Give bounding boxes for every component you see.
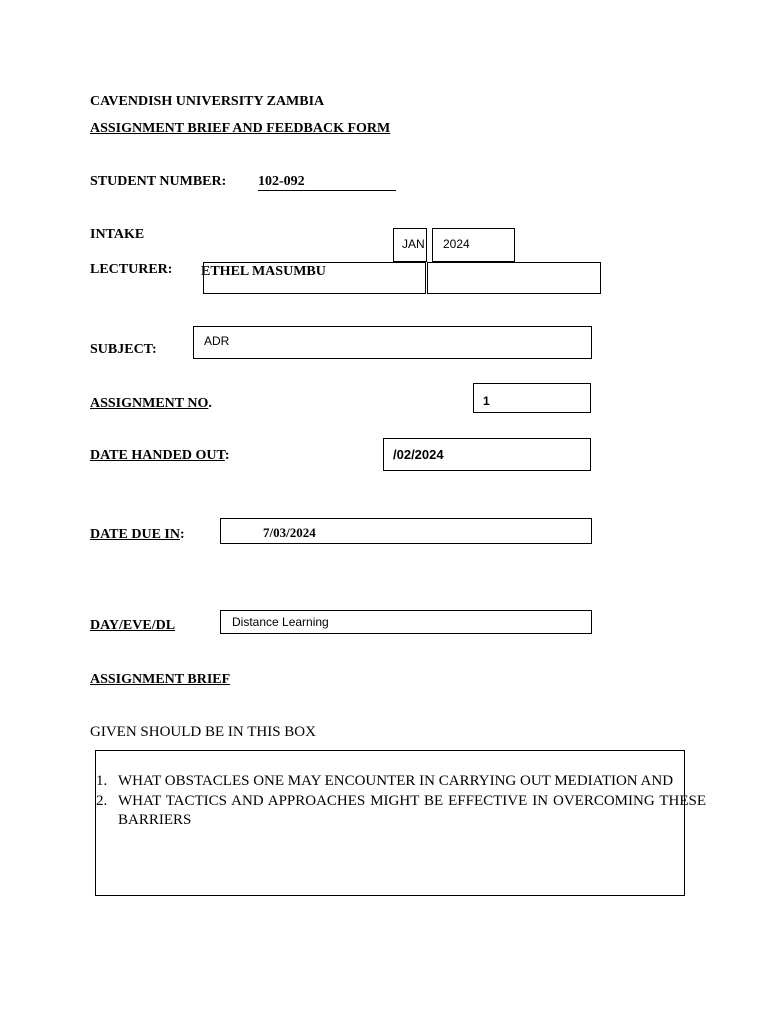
question-number: 1.	[96, 773, 108, 789]
student-number-label: STUDENT NUMBER:	[90, 174, 227, 189]
subject-field[interactable]	[193, 326, 592, 359]
assignment-brief-heading: ASSIGNMENT BRIEF	[90, 672, 231, 687]
day-eve-dl-field[interactable]	[220, 610, 592, 634]
date-due-in-label-suffix: :	[179, 527, 185, 542]
assignment-no-field[interactable]	[473, 383, 591, 413]
date-handed-out-field[interactable]	[383, 438, 591, 471]
assignment-no-value: 1	[483, 394, 490, 408]
intake-year-value: 2024	[443, 237, 470, 251]
intake-month-box[interactable]	[393, 228, 427, 262]
day-eve-dl-label: DAY/EVE/DL	[90, 618, 176, 633]
date-handed-out-label-text: DATE HANDED OUT	[90, 448, 225, 463]
date-due-in-label-text: DATE DUE IN	[90, 527, 180, 542]
lecturer-extra-field[interactable]	[427, 262, 601, 294]
question-text: WHAT OBSTACLES ONE MAY ENCOUNTER IN CARRYING OUT MEDIATION AND	[118, 773, 674, 789]
student-number-field[interactable]	[258, 174, 396, 191]
date-handed-out-label	[90, 448, 230, 464]
date-due-in-value: 7/03/2024	[263, 525, 316, 540]
assignment-brief-instruction: GIVEN SHOULD BE IN THIS BOX	[90, 724, 316, 740]
assignment-no-label	[90, 396, 212, 412]
date-due-in-field[interactable]	[220, 518, 592, 544]
date-due-in-label	[90, 527, 185, 543]
question-number: 2.	[96, 792, 108, 809]
subject-value: ADR	[204, 334, 230, 348]
list-item	[96, 772, 706, 792]
date-handed-out-label-suffix: :	[224, 448, 230, 463]
intake-month-value: JAN	[402, 237, 425, 251]
day-eve-dl-value: Distance Learning	[232, 615, 329, 629]
list-item	[96, 792, 706, 831]
assignment-no-label-text: ASSIGNMENT NO	[90, 396, 209, 411]
date-handed-out-value: /02/2024	[393, 447, 444, 462]
question-text: WHAT TACTICS AND APPROACHES MIGHT BE EFFECTIVE IN OVERCOMING THESE BARRIERS	[118, 792, 706, 828]
form-title: ASSIGNMENT BRIEF AND FEEDBACK FORM	[90, 121, 391, 136]
lecturer-label: LECTURER:	[90, 262, 173, 277]
student-number-value: 102-092	[258, 174, 305, 189]
assignment-no-label-suffix: .	[208, 396, 212, 411]
lecturer-value: ETHEL MASUMBU	[201, 264, 326, 279]
intake-label: INTAKE	[90, 227, 145, 242]
assignment-questions-list	[96, 772, 706, 831]
university-name: CAVENDISH UNIVERSITY ZAMBIA	[90, 94, 325, 109]
subject-label: SUBJECT:	[90, 342, 157, 357]
intake-year-box[interactable]	[432, 228, 515, 262]
